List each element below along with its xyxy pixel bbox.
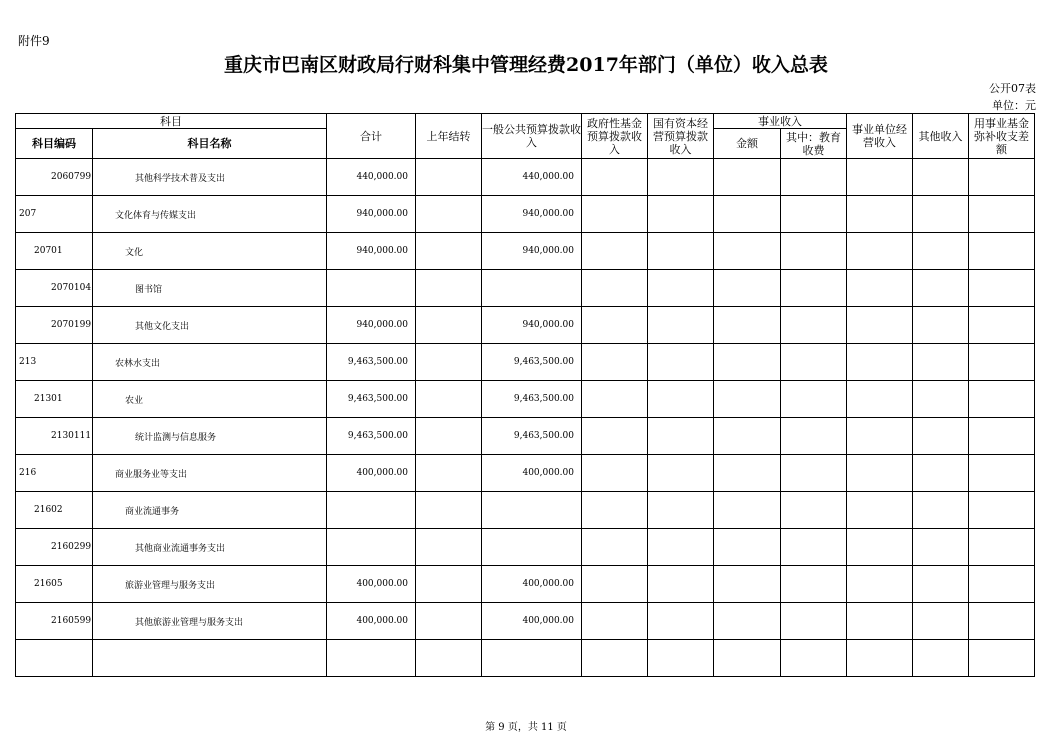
education-fee-cell xyxy=(781,455,847,492)
subject-name-cell: 农业 xyxy=(93,381,327,418)
business-amount-cell xyxy=(714,344,781,381)
subject-name-cell: 文化体育与传媒支出 xyxy=(93,196,327,233)
carryover-cell xyxy=(416,640,482,677)
general-budget-cell: 9,463,500.00 xyxy=(482,381,582,418)
state-capital-cell xyxy=(648,381,714,418)
business-amount-cell xyxy=(714,270,781,307)
other-income-cell xyxy=(913,381,969,418)
business-amount-cell xyxy=(714,455,781,492)
income-summary-table xyxy=(15,113,1035,677)
fund-cover-cell xyxy=(969,344,1035,381)
header-subject-code: 科目编码 xyxy=(16,129,93,159)
unit-operating-cell xyxy=(847,566,913,603)
subject-name-cell: 图书馆 xyxy=(93,270,327,307)
business-amount-cell xyxy=(714,492,781,529)
fund-cover-cell xyxy=(969,492,1035,529)
subject-code-cell: 21605 xyxy=(16,566,93,603)
state-capital-cell xyxy=(648,307,714,344)
education-fee-cell xyxy=(781,529,847,566)
business-amount-cell xyxy=(714,418,781,455)
subject-name-cell: 统计监测与信息服务 xyxy=(93,418,327,455)
general-budget-cell: 9,463,500.00 xyxy=(482,418,582,455)
subject-name-cell: 文化 xyxy=(93,233,327,270)
education-fee-cell xyxy=(781,196,847,233)
table-row xyxy=(16,418,1035,455)
table-row xyxy=(16,233,1035,270)
general-budget-cell: 400,000.00 xyxy=(482,603,582,640)
carryover-cell xyxy=(416,566,482,603)
gov-fund-cell xyxy=(582,603,648,640)
subject-code-cell: 21602 xyxy=(16,492,93,529)
subject-name-cell: 其他文化支出 xyxy=(93,307,327,344)
subject-code-cell: 213 xyxy=(16,344,93,381)
table-row xyxy=(16,566,1035,603)
header-general-budget: 一般公共预算拨款收入 xyxy=(482,114,582,159)
subject-name-cell: 其他科学技术普及支出 xyxy=(93,159,327,196)
other-income-cell xyxy=(913,529,969,566)
fund-cover-cell xyxy=(969,529,1035,566)
business-amount-cell xyxy=(714,159,781,196)
header-other-income: 其他收入 xyxy=(913,114,969,159)
total-cell: 940,000.00 xyxy=(327,233,416,270)
table-row xyxy=(16,270,1035,307)
state-capital-cell xyxy=(648,344,714,381)
page-title: 重庆市巴南区财政局行财科集中管理经费2017年部门（单位）收入总表 xyxy=(224,54,828,76)
carryover-cell xyxy=(416,381,482,418)
other-income-cell xyxy=(913,270,969,307)
carryover-cell xyxy=(416,344,482,381)
header-fund-cover: 用事业基金弥补收支差额 xyxy=(969,114,1035,159)
unit-operating-cell xyxy=(847,344,913,381)
fund-cover-cell xyxy=(969,270,1035,307)
education-fee-cell xyxy=(781,381,847,418)
education-fee-cell xyxy=(781,270,847,307)
total-cell: 940,000.00 xyxy=(327,307,416,344)
unit-operating-cell xyxy=(847,418,913,455)
business-amount-cell xyxy=(714,640,781,677)
table-row xyxy=(16,196,1035,233)
gov-fund-cell xyxy=(582,381,648,418)
other-income-cell xyxy=(913,640,969,677)
fund-cover-cell xyxy=(969,418,1035,455)
gov-fund-cell xyxy=(582,492,648,529)
subject-code-cell: 20701 xyxy=(16,233,93,270)
fund-cover-cell xyxy=(969,381,1035,418)
gov-fund-cell xyxy=(582,566,648,603)
other-income-cell xyxy=(913,455,969,492)
fund-cover-cell xyxy=(969,233,1035,270)
subject-code-cell: 216 xyxy=(16,455,93,492)
header-carryover: 上年结转 xyxy=(416,114,482,159)
table-row xyxy=(16,307,1035,344)
state-capital-cell xyxy=(648,492,714,529)
unit-operating-cell xyxy=(847,270,913,307)
other-income-cell xyxy=(913,233,969,270)
state-capital-cell xyxy=(648,159,714,196)
business-amount-cell xyxy=(714,529,781,566)
total-cell: 400,000.00 xyxy=(327,455,416,492)
education-fee-cell xyxy=(781,159,847,196)
subject-code-cell: 2160599 xyxy=(16,603,93,640)
carryover-cell xyxy=(416,455,482,492)
education-fee-cell xyxy=(781,344,847,381)
total-cell xyxy=(327,492,416,529)
unit-operating-cell xyxy=(847,159,913,196)
gov-fund-cell xyxy=(582,529,648,566)
gov-fund-cell xyxy=(582,344,648,381)
unit-operating-cell xyxy=(847,455,913,492)
other-income-cell xyxy=(913,307,969,344)
unit-operating-cell xyxy=(847,307,913,344)
state-capital-cell xyxy=(648,455,714,492)
total-cell: 440,000.00 xyxy=(327,159,416,196)
header-state-capital: 国有资本经营预算拨款收入 xyxy=(648,114,714,159)
gov-fund-cell xyxy=(582,159,648,196)
table-row xyxy=(16,381,1035,418)
total-cell: 9,463,500.00 xyxy=(327,381,416,418)
gov-fund-cell xyxy=(582,455,648,492)
total-cell xyxy=(327,270,416,307)
general-budget-cell: 940,000.00 xyxy=(482,196,582,233)
business-amount-cell xyxy=(714,307,781,344)
carryover-cell xyxy=(416,418,482,455)
total-cell: 400,000.00 xyxy=(327,566,416,603)
fund-cover-cell xyxy=(969,455,1035,492)
unit-operating-cell xyxy=(847,492,913,529)
general-budget-cell: 9,463,500.00 xyxy=(482,344,582,381)
other-income-cell xyxy=(913,418,969,455)
header-total: 合计 xyxy=(327,114,416,159)
subject-code-cell: 2160299 xyxy=(16,529,93,566)
subject-name-cell: 旅游业管理与服务支出 xyxy=(93,566,327,603)
gov-fund-cell xyxy=(582,307,648,344)
header-gov-fund: 政府性基金预算拨款收入 xyxy=(582,114,648,159)
header-amount: 金额 xyxy=(714,129,781,159)
business-amount-cell xyxy=(714,233,781,270)
unit-operating-cell xyxy=(847,640,913,677)
general-budget-cell: 400,000.00 xyxy=(482,566,582,603)
unit-label: 单位：元 xyxy=(992,99,1036,112)
general-budget-cell xyxy=(482,492,582,529)
subject-code-cell: 21301 xyxy=(16,381,93,418)
fund-cover-cell xyxy=(969,196,1035,233)
education-fee-cell xyxy=(781,492,847,529)
state-capital-cell xyxy=(648,640,714,677)
state-capital-cell xyxy=(648,603,714,640)
total-cell: 400,000.00 xyxy=(327,603,416,640)
subject-code-cell: 2070199 xyxy=(16,307,93,344)
subject-name-cell: 商业服务业等支出 xyxy=(93,455,327,492)
subject-code-cell: 207 xyxy=(16,196,93,233)
fund-cover-cell xyxy=(969,603,1035,640)
table-row xyxy=(16,603,1035,640)
gov-fund-cell xyxy=(582,270,648,307)
business-amount-cell xyxy=(714,603,781,640)
state-capital-cell xyxy=(648,233,714,270)
subject-name-cell: 商业流通事务 xyxy=(93,492,327,529)
general-budget-cell: 940,000.00 xyxy=(482,233,582,270)
carryover-cell xyxy=(416,492,482,529)
subject-name-cell: 其他旅游业管理与服务支出 xyxy=(93,603,327,640)
carryover-cell xyxy=(416,529,482,566)
unit-operating-cell xyxy=(847,233,913,270)
subject-code-cell: 2070104 xyxy=(16,270,93,307)
fund-cover-cell xyxy=(969,307,1035,344)
header-subject-name: 科目名称 xyxy=(93,129,327,159)
unit-operating-cell xyxy=(847,196,913,233)
subject-name-cell xyxy=(93,640,327,677)
other-income-cell xyxy=(913,196,969,233)
table-row xyxy=(16,492,1035,529)
business-amount-cell xyxy=(714,196,781,233)
general-budget-cell xyxy=(482,529,582,566)
education-fee-cell xyxy=(781,640,847,677)
education-fee-cell xyxy=(781,603,847,640)
fund-cover-cell xyxy=(969,566,1035,603)
carryover-cell xyxy=(416,159,482,196)
other-income-cell xyxy=(913,344,969,381)
table-row xyxy=(16,344,1035,381)
subject-code-cell: 2060799 xyxy=(16,159,93,196)
header-education-fee: 其中：教育收费 xyxy=(781,129,847,159)
carryover-cell xyxy=(416,196,482,233)
table-row xyxy=(16,529,1035,566)
gov-fund-cell xyxy=(582,640,648,677)
state-capital-cell xyxy=(648,566,714,603)
header-subject: 科目 xyxy=(16,114,327,129)
gov-fund-cell xyxy=(582,418,648,455)
unit-operating-cell xyxy=(847,603,913,640)
form-number: 公开07表 xyxy=(989,82,1036,95)
general-budget-cell xyxy=(482,640,582,677)
business-amount-cell xyxy=(714,381,781,418)
total-cell: 9,463,500.00 xyxy=(327,344,416,381)
state-capital-cell xyxy=(648,418,714,455)
carryover-cell xyxy=(416,270,482,307)
education-fee-cell xyxy=(781,233,847,270)
state-capital-cell xyxy=(648,196,714,233)
table-row xyxy=(16,159,1035,196)
table-row xyxy=(16,455,1035,492)
other-income-cell xyxy=(913,159,969,196)
unit-operating-cell xyxy=(847,529,913,566)
subject-code-cell xyxy=(16,640,93,677)
general-budget-cell: 940,000.00 xyxy=(482,307,582,344)
attachment-label: 附件9 xyxy=(18,34,50,48)
carryover-cell xyxy=(416,603,482,640)
total-cell xyxy=(327,529,416,566)
subject-code-cell: 2130111 xyxy=(16,418,93,455)
general-budget-cell: 440,000.00 xyxy=(482,159,582,196)
unit-operating-cell xyxy=(847,381,913,418)
education-fee-cell xyxy=(781,307,847,344)
carryover-cell xyxy=(416,307,482,344)
business-amount-cell xyxy=(714,566,781,603)
gov-fund-cell xyxy=(582,233,648,270)
gov-fund-cell xyxy=(582,196,648,233)
education-fee-cell xyxy=(781,566,847,603)
subject-name-cell: 其他商业流通事务支出 xyxy=(93,529,327,566)
other-income-cell xyxy=(913,492,969,529)
fund-cover-cell xyxy=(969,159,1035,196)
table-row xyxy=(16,640,1035,677)
header-business-income: 事业收入 xyxy=(714,114,847,129)
fund-cover-cell xyxy=(969,640,1035,677)
total-cell: 9,463,500.00 xyxy=(327,418,416,455)
state-capital-cell xyxy=(648,529,714,566)
other-income-cell xyxy=(913,566,969,603)
other-income-cell xyxy=(913,603,969,640)
subject-name-cell: 农林水支出 xyxy=(93,344,327,381)
carryover-cell xyxy=(416,233,482,270)
general-budget-cell xyxy=(482,270,582,307)
general-budget-cell: 400,000.00 xyxy=(482,455,582,492)
education-fee-cell xyxy=(781,418,847,455)
total-cell xyxy=(327,640,416,677)
state-capital-cell xyxy=(648,270,714,307)
header-unit-operating: 事业单位经营收入 xyxy=(847,114,913,159)
total-cell: 940,000.00 xyxy=(327,196,416,233)
page-footer: 第 9 页，共 11 页 xyxy=(485,722,567,733)
